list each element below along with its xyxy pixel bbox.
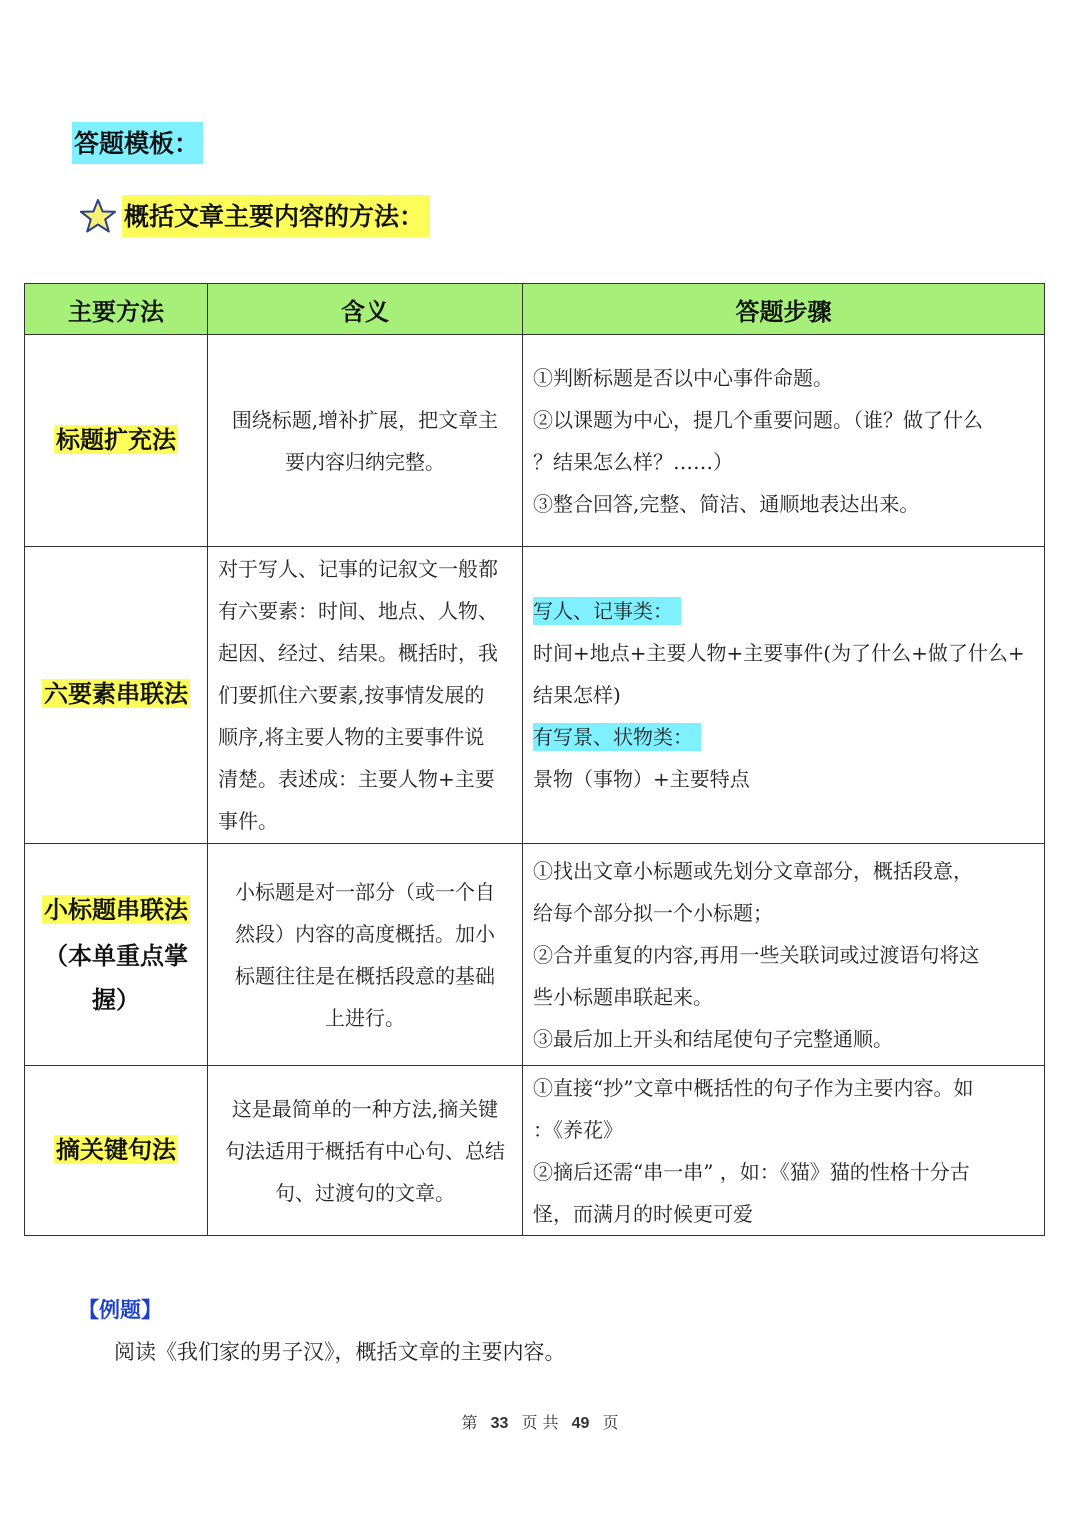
step-line: 怪，而满月的时候更可爱 xyxy=(533,1201,753,1226)
steps-cell xyxy=(523,844,1045,1066)
method-subheading xyxy=(80,196,430,236)
step-line: ③最后加上开头和结尾使句子完整通顺。 xyxy=(533,1026,893,1051)
step-line: ②合并重复的内容,再用一些关联词或过渡语句将这 xyxy=(533,942,980,967)
step-line: ：《养花》 xyxy=(533,1117,623,1142)
methods-table xyxy=(24,283,1045,1236)
example-question: 阅读《我们家的男子汉》，概括文章的主要内容。 xyxy=(114,1340,566,1364)
example-label: 【例题】 xyxy=(78,1297,162,1322)
meaning-line: 围绕标题,增补扩展，把文章主 xyxy=(231,407,499,432)
table-row xyxy=(25,844,1045,1066)
meaning-line: 小标题是对一部分（或一个自 xyxy=(235,879,495,904)
subheading-text: 概括文章主要内容的方法： xyxy=(122,195,430,237)
step-line: 些小标题串联起来。 xyxy=(533,984,713,1009)
method-cell xyxy=(25,844,208,1066)
meaning-line: 句、过渡句的文章。 xyxy=(275,1180,455,1205)
meaning-line: 有六要素：时间、地点、人物、 xyxy=(218,599,498,623)
method-note: 握） xyxy=(92,984,140,1014)
meaning-line: 上进行。 xyxy=(325,1005,405,1030)
method-cell xyxy=(25,547,208,844)
step-line: ①判断标题是否以中心事件命题。 xyxy=(533,365,833,390)
meaning-cell xyxy=(208,844,523,1066)
step-line: ③整合回答,完整、简洁、通顺地表达出来。 xyxy=(533,491,920,516)
footer-suffix: 页 xyxy=(602,1413,619,1432)
meaning-cell xyxy=(208,1066,523,1236)
method-cell xyxy=(25,335,208,547)
meaning-line: 要内容归纳完整。 xyxy=(285,449,445,474)
footer-prefix: 第 xyxy=(461,1413,478,1432)
step-line: ②摘后还需“串一串” ，如：《猫》猫的性格十分古 xyxy=(533,1159,970,1184)
steps-cell xyxy=(523,335,1045,547)
table-row xyxy=(25,547,1045,844)
meaning-line: 然段）内容的高度概括。加小 xyxy=(235,921,495,946)
step-line: 给每个部分拟一个小标题； xyxy=(533,900,773,925)
method-cell xyxy=(25,1066,208,1236)
section-heading: 答题模板： xyxy=(72,122,203,164)
steps-cell xyxy=(523,1066,1045,1236)
method-name: 六要素串联法 xyxy=(44,679,188,708)
step-line: 时间+地点+主要人物+主要事件(为了什么+做了什么+ xyxy=(533,641,1025,665)
page-footer xyxy=(0,1410,1080,1433)
method-name: 摘关键句法 xyxy=(56,1134,176,1164)
steps-cell xyxy=(523,547,1045,844)
meaning-line: 句法适用于概括有中心句、总结 xyxy=(225,1138,505,1163)
step-line: ①找出文章小标题或先划分文章部分，概括段意， xyxy=(533,858,973,883)
step-line: ②以课题为中心，提几个重要问题。（谁？做了什么 xyxy=(533,407,983,432)
meaning-line: 标题往往是在概括段意的基础 xyxy=(235,963,495,988)
star-icon xyxy=(80,198,116,234)
meaning-line: 清楚。表述成：主要人物+主要 xyxy=(218,767,495,791)
meaning-cell xyxy=(208,547,523,844)
total-page-count: 49 xyxy=(571,1415,590,1432)
meaning-line: 们要抓住六要素,按事情发展的 xyxy=(218,683,485,707)
meaning-cell xyxy=(208,335,523,547)
meaning-line: 顺序,将主要人物的主要事件说 xyxy=(218,725,485,749)
method-name: 标题扩充法 xyxy=(56,424,176,454)
meaning-line: 对于写人、记事的记叙文一般都 xyxy=(218,557,498,581)
method-note: （本单重点掌 xyxy=(44,940,188,970)
table-row xyxy=(25,1066,1045,1236)
meaning-line: 起因、经过、结果。概括时，我 xyxy=(218,641,498,665)
current-page-number: 33 xyxy=(490,1415,509,1432)
step-line: ①直接“抄”文章中概括性的句子作为主要内容。如 xyxy=(533,1075,974,1100)
step-line: ？结果怎么样？……） xyxy=(533,449,733,474)
header-method: 主要方法 xyxy=(25,284,208,335)
meaning-line: 事件。 xyxy=(218,809,278,833)
footer-mid: 页 共 xyxy=(521,1413,559,1432)
header-steps: 答题步骤 xyxy=(523,284,1045,335)
category-tag: 有写景、状物类： xyxy=(533,723,701,751)
table-row xyxy=(25,335,1045,547)
category-tag: 写人、记事类： xyxy=(533,597,681,625)
table-header-row xyxy=(25,284,1045,335)
step-line: 景物（事物）+主要特点 xyxy=(533,767,750,791)
meaning-line: 这是最简单的一种方法,摘关键 xyxy=(231,1096,499,1121)
step-line: 结果怎样) xyxy=(533,683,621,707)
method-name: 小标题串联法 xyxy=(44,894,188,924)
header-meaning: 含义 xyxy=(208,284,523,335)
